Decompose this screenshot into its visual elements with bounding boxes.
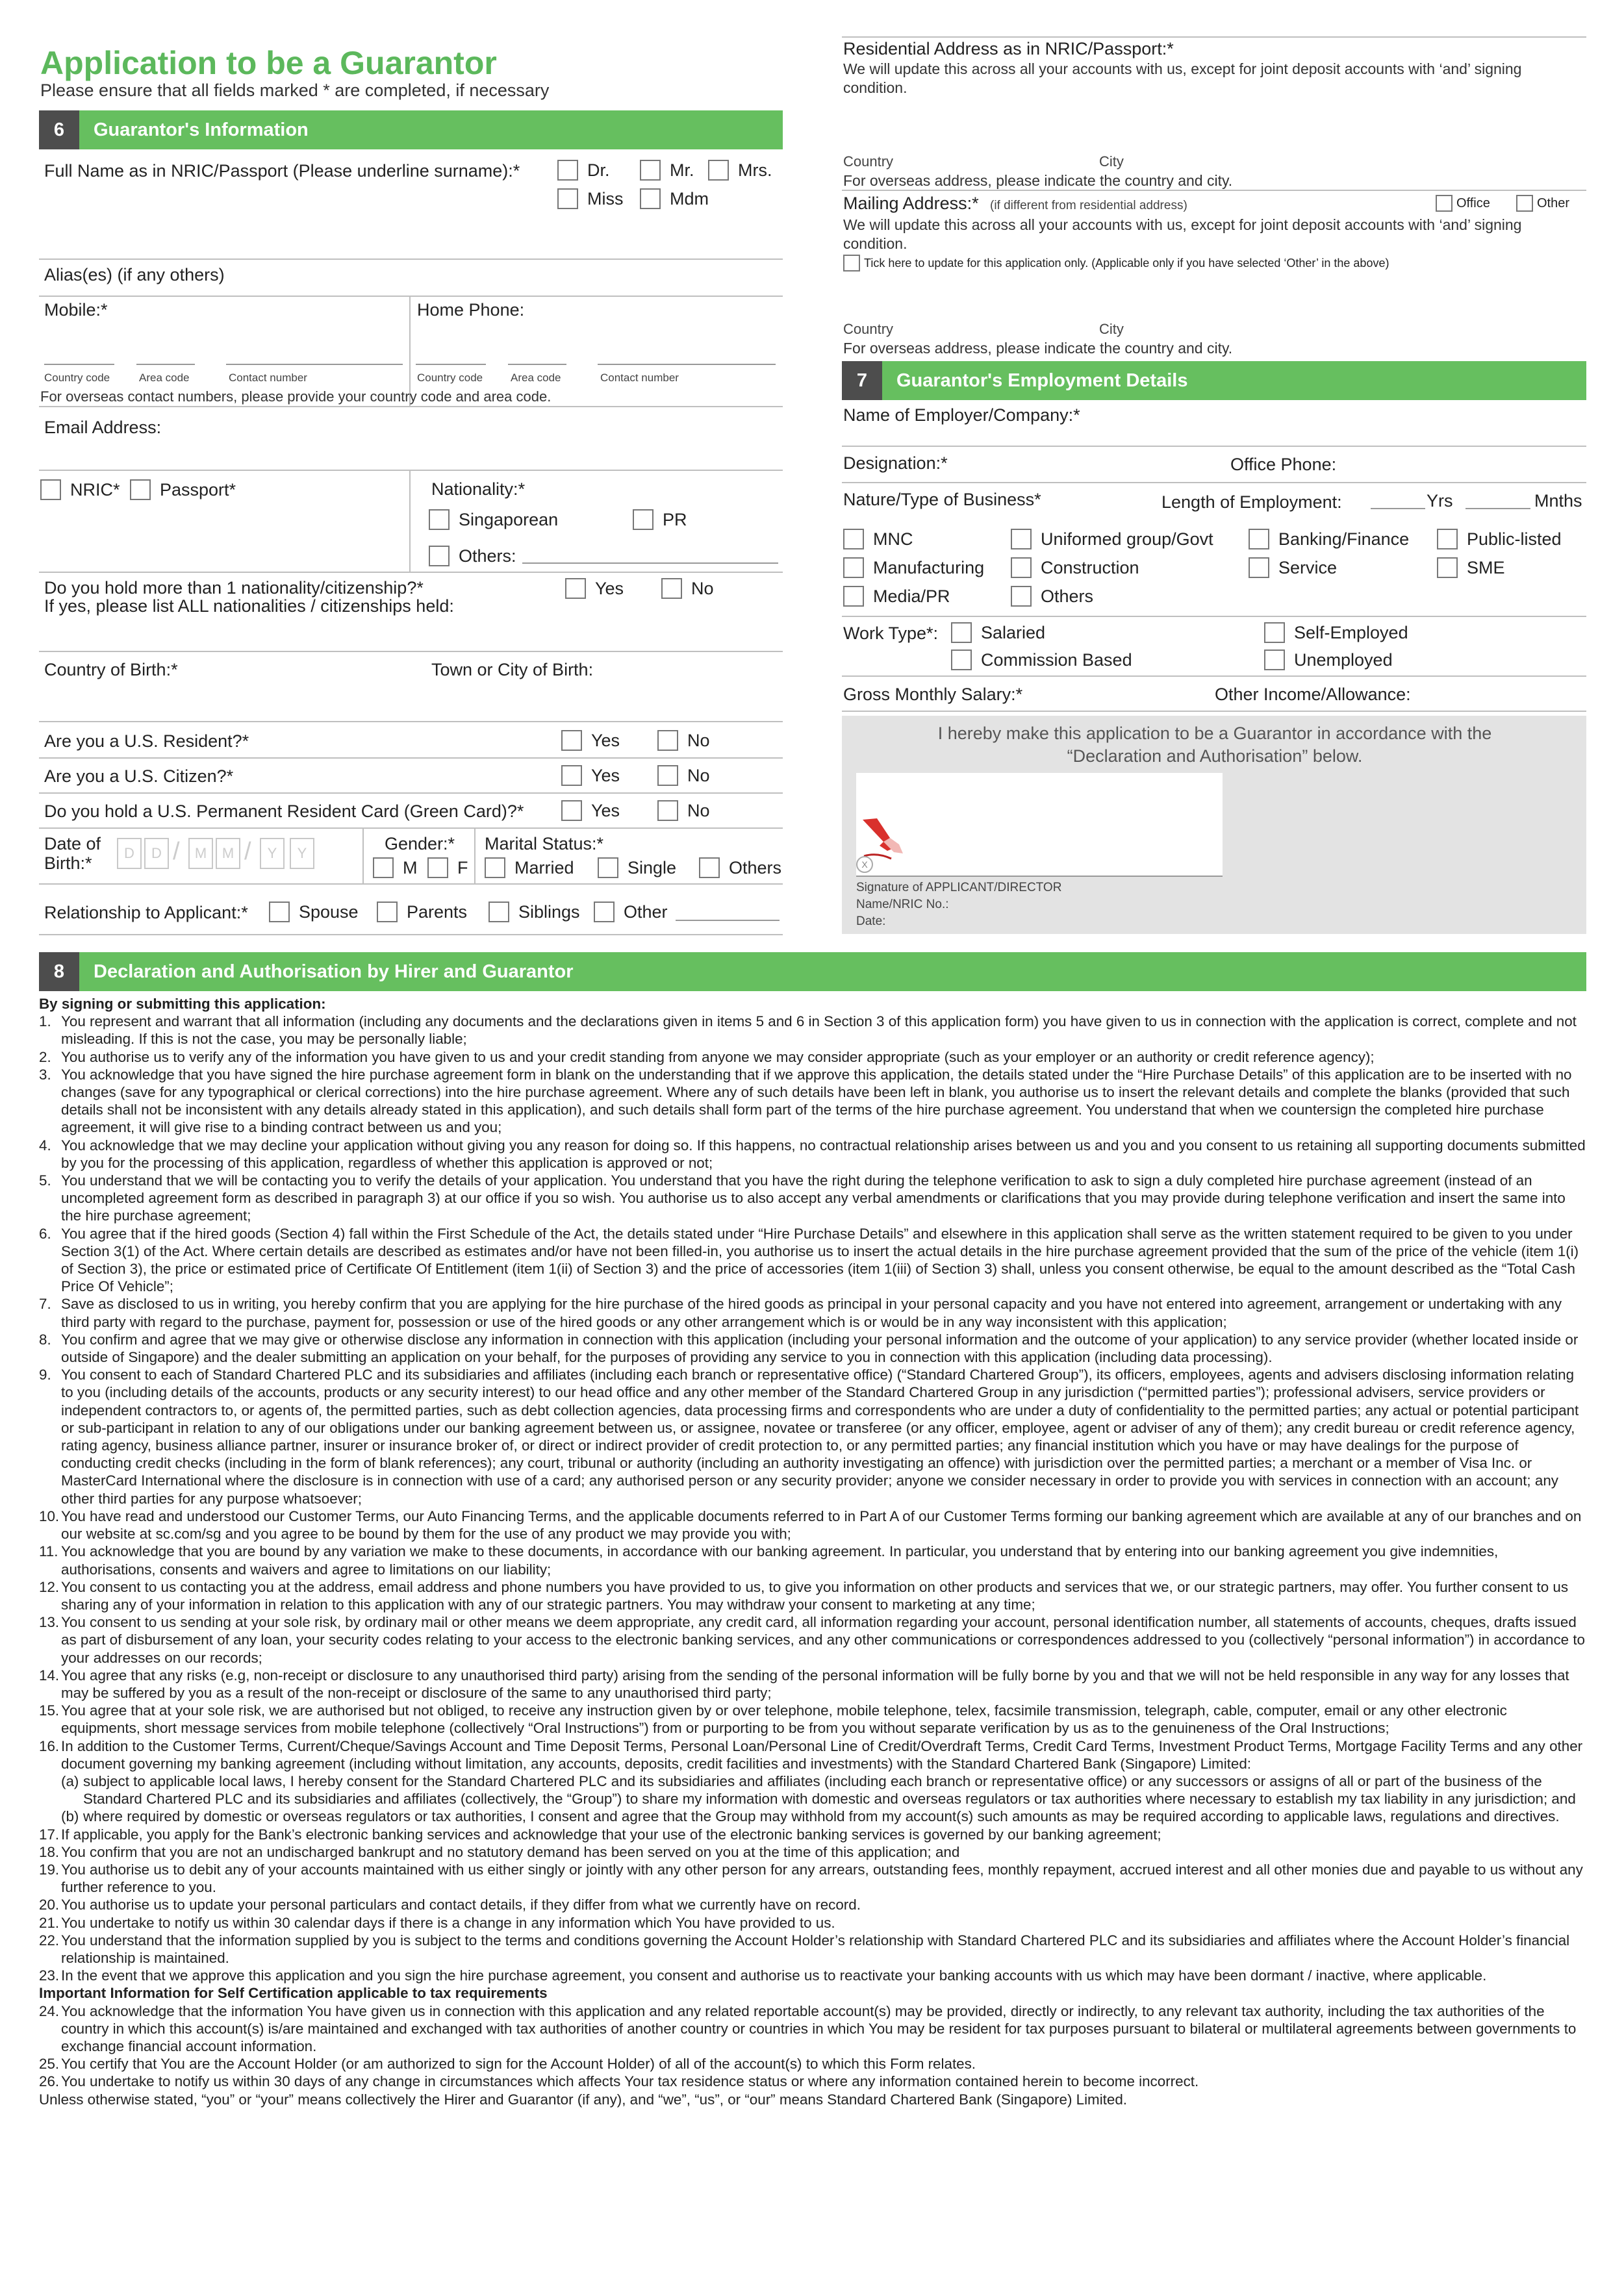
salutation-miss-checkbox[interactable]: Miss [557, 188, 624, 209]
months-label: Mnths [1534, 491, 1582, 511]
section-number: 8 [39, 952, 79, 991]
declaration-item-text: You agree that any risks (e.g, non-receipt or disclosure to any unauthorised third party) arising from the sending of the personal information will be fully borne by you and that we will not be held responsible in any way for any losses that may be suffered by you as a result of the non-receipt or disclosure of the same to any unauthorised third party; [61, 1667, 1569, 1701]
declaration-text [39, 995, 1588, 2108]
declaration-item-number: 7. [39, 1296, 51, 1313]
mobile-label: Mobile:* [44, 300, 108, 320]
declaration-item-text: You undertake to notify us within 30 days of any change in circumstances which affects Your tax residence status or where any information contained herein to become incorrect. [61, 2073, 1199, 2090]
marital-married-checkbox[interactable]: Married [485, 857, 574, 878]
declaration-item-text: You authorise us to update your personal particulars and contact details, if they differ from what we currently have on record. [61, 1897, 861, 1913]
dob-month-2[interactable]: M [216, 838, 240, 869]
salutation-dr-checkbox[interactable]: Dr. [557, 160, 610, 181]
employer-label: Name of Employer/Company:* [843, 405, 1080, 425]
page-title: Application to be a Guarantor [40, 45, 497, 81]
work-commission-checkbox[interactable]: Commission Based [951, 650, 1132, 670]
mailing-country-label: Country [843, 321, 894, 337]
mailing-address-note: We will update this across all your accounts with us, except for joint deposit accounts with ‘and’ signing condition. [843, 216, 1522, 252]
mailing-office-checkbox[interactable]: Office [1436, 195, 1490, 212]
declaration-closing: Unless otherwise stated, “you” or “your” means collectively the Hirer and Guarantor (if any), and “we”, “us”, or “our” means Standard Chartered Bank (Singapore) Limited. [39, 2091, 1128, 2108]
name-nric-label: Name/NRIC No.: [856, 898, 949, 911]
section-title: Guarantor's Information [94, 119, 309, 140]
declaration-item-text: You confirm that you are not an undischarged bankrupt and no statutory demand has been served on you at the time of this application; and [61, 1843, 960, 1860]
section-title: Declaration and Authorisation by Hirer and Guarantor [94, 961, 574, 982]
declaration-item [39, 1843, 1588, 1861]
signature-field[interactable] [856, 773, 1223, 877]
green-card-no-checkbox[interactable]: No [657, 800, 710, 821]
page-subtitle: Please ensure that all fields marked * are completed, if necessary [40, 81, 550, 100]
mailing-other-checkbox[interactable]: Other [1516, 195, 1569, 212]
relationship-parents-checkbox[interactable]: Parents [377, 902, 467, 922]
marital-others-checkbox[interactable]: Others [699, 857, 781, 878]
office-phone-label: Office Phone: [1230, 455, 1337, 474]
declaration-item [39, 1543, 1588, 1578]
nric-checkbox[interactable]: NRIC* [40, 479, 120, 500]
declaration-item-number: 4. [39, 1137, 51, 1154]
declaration-item-text: You agree that if the hired goods (Section 4) fall within the First Schedule of the Act, the details stated under “Hire Purchase Details” and elsewhere in this application shall serve as the written statement required to be given to you under Section 3(1) of the Act. Where certain details are described as estimates and/or have not been filled-in, you authorise us to insert the actual details in the hire purchase agreement provided that the sum of the price of the vehicle (item 1(i) of Section 3), the price or estimated price of Certificate Of Entitlement (item 1(ii) of Section 3) and the price of accessories (item 1(iii) of Section 3) shall, unless you consent otherwise, be equal to the amount described as the “Total Cash Price Of Vehicle”; [61, 1225, 1579, 1295]
salutation-mr-checkbox[interactable]: Mr. [640, 160, 694, 181]
gender-label: Gender:* [385, 834, 455, 853]
business-media-checkbox[interactable]: Media/PR [843, 586, 950, 607]
us-resident-question: Are you a U.S. Resident?* [44, 731, 249, 751]
declaration-item [39, 1702, 1588, 1737]
declaration-item-text: Save as disclosed to us in writing, you hereby confirm that you are applying for the hire purchase of the hired goods as principal in your personal capacity and you have not entered into agreement, arrangement or undertaking with any third party with regard to the purchase, payment for, possession or use of the hired goods or any other arrangement which is or would be in any way inconsistent with this application; [61, 1296, 1562, 1330]
work-self-employed-checkbox[interactable]: Self-Employed [1264, 622, 1408, 643]
declaration-item-text: You consent to each of Standard Chartered PLC and its subsidiaries and affiliates (including each branch or representative office) (“Standard Chartered Group”), its officers, employees, agents and advisers disclosing information relating to you (including details of the accounts, products or any security interest) to our head office and any other member of the Standard Chartered Group in any jurisdiction (“permitted parties”); professional advisers, service providers or independent contractors to, or agents of, the permitted parties, such as debt collection agencies, data processing firms and correspondents who are under a duty of confidentiality to the permitted parties; any actual or potential participant or sub-participant in relation to any of our obligations under our banking agreement between us, or assignee, novatee or transferee (or any officer, employee, agent or adviser of any of them); any credit bureau or credit reference agency, rating agency, business alliance partner, insurer or insurance broker of, or direct or indirect provider of credit protection to, or any permitted parties; any financial institution which you have or may have dealings for the purpose of conducting credit checks (including in the form of blank references); any court, tribunal or authority (including an authority investigating an offence) with jurisdiction over the permitted parties; a merchant or a member of Visa Inc. or MasterCard International where the disclosure is in connection with use of a card; any authorised person or any security provider; anyone we consider necessary in order to provide you with services in connection with an account; any other third parties for any purpose whatsoever; [61, 1367, 1579, 1507]
declaration-item-text: You authorise us to verify any of the information you have given to us and your credit standing from anyone we may consider appropriate (such as your employer or an authority or credit reference agency); [61, 1048, 1375, 1065]
section-number: 6 [39, 110, 79, 149]
dob-day-2[interactable]: D [144, 838, 169, 869]
salutation-mdm-checkbox[interactable]: Mdm [640, 188, 709, 209]
section-7-header [842, 361, 1586, 400]
declaration-item-number: 6. [39, 1225, 51, 1242]
residential-address-label: Residential Address as in NRIC/Passport:* [843, 39, 1174, 58]
declaration-item-text: You authorise us to debit any of your accounts maintained with us either singly or jointly with any other person for any arrears, outstanding fees, monthly repayment, accrued interest and all other monies due and payable to us without any further reference to you. [61, 1861, 1583, 1896]
declaration-item-text: You represent and warrant that all information (including any documents and the declarations given in items 5 and 6 in Section 3 of this application form) you have given to us in connection with the application is correct, complete and not misleading. If this is not the case, you may be personally liable; [61, 1013, 1577, 1048]
declaration-item [39, 1613, 1588, 1667]
business-uniformed-checkbox[interactable]: Uniformed group/Govt [1011, 529, 1213, 549]
marital-single-checkbox[interactable]: Single [598, 857, 676, 878]
multi-nationality-no-checkbox[interactable]: No [661, 578, 714, 599]
declaration-item [39, 1508, 1588, 1543]
section-6-header [39, 110, 783, 149]
gender-m-checkbox[interactable]: M [373, 857, 418, 878]
years-label: Yrs [1427, 491, 1453, 511]
declaration-item-number: 13. [39, 1614, 60, 1631]
declaration-item [39, 1172, 1588, 1225]
relationship-label: Relationship to Applicant:* [44, 903, 248, 922]
multi-nationality-list-label: If yes, please list ALL nationalities / citizenships held: [44, 596, 454, 616]
residential-address-note: We will update this across all your accounts with us, except for joint deposit accounts with ‘and’ signing condition. [843, 60, 1522, 96]
declaration-item-text: You understand that we will be contacting you to verify the details of your application. You understand that you have the right during the telephone verification to ask to sign a duly completed hire purchase agreement (instead of an uncompleted agreement form as described in paragraph 3) at our office if you so wish. You authorise us to also accept any verbal amendments or clarifications that you may provide during telephone verification and insert the same into the hire purchase agreement; [61, 1172, 1566, 1224]
declaration-item [39, 1737, 1588, 1772]
declaration-item-number: 9. [39, 1367, 51, 1383]
salutation-mrs-checkbox[interactable]: Mrs. [708, 160, 772, 181]
declaration-item-text: where required by domestic or overseas regulators or tax authorities, I consent and agree that the Group may withhold from my account(s) such amounts as may be required according to applicable laws, regulations and directives. [83, 1808, 1560, 1825]
declaration-item [39, 2073, 1588, 2090]
residential-city-label: City [1099, 153, 1124, 170]
nationality-label: Nationality:* [431, 479, 526, 499]
relationship-other-checkbox[interactable]: Other [594, 902, 668, 922]
dob-label-line2: Birth:* [44, 853, 92, 873]
declaration-item-number: 24. [39, 2002, 60, 2019]
marital-status-label: Marital Status:* [485, 834, 604, 853]
declaration-item-number: 16. [39, 1737, 60, 1754]
mailing-address-hint: (if different from residential address) [990, 199, 1187, 212]
declaration-item [39, 1295, 1588, 1330]
declaration-item-text: You consent to us contacting you at the address, email address and phone numbers you have provided to us, to give you information on other products and services that we, or our strategic partners, may offer. You further consent to us sharing any of your information in relation to this application with any of our strategic partners. You may withdraw your consent to marketing at any time; [61, 1578, 1569, 1613]
declaration-item [39, 1861, 1588, 1896]
dob-year-1[interactable]: Y [260, 838, 285, 869]
declaration-item-text: In the event that we approve this application and you sign the hire purchase agreement, you consent and authorise us to reactivate your banking accounts with us which may have been dormant / inactive, where applicable. [61, 1967, 1487, 1984]
multi-nationality-yes-checkbox[interactable]: Yes [565, 578, 624, 599]
overseas-contact-note: For overseas contact numbers, please provide your country code and area code. [40, 388, 552, 405]
declaration-item-number: 22. [39, 1932, 60, 1949]
declaration-item [39, 1225, 1588, 1296]
declaration-item-number: 19. [39, 1861, 60, 1878]
residential-country-label: Country [843, 153, 894, 170]
us-resident-no-checkbox[interactable]: No [657, 730, 710, 751]
declaration-lead: By signing or submitting this application: [39, 996, 326, 1012]
guarantor-statement: I hereby make this application to be a Guarantor in accordance with the “Declaration and Authorisation” below. [937, 724, 1492, 766]
declaration-item [39, 1137, 1588, 1172]
declaration-item [39, 1967, 1588, 1984]
signature-label: Signature of APPLICANT/DIRECTOR [856, 881, 1062, 894]
declaration-item-text: You certify that You are the Account Holder (or am authorized to sign for the Account Holder) of all of the account(s) to which this Form relates. [61, 2056, 976, 2073]
section-title: Guarantor's Employment Details [896, 370, 1188, 391]
designation-label: Designation:* [843, 453, 948, 473]
home-phone-label: Home Phone: [417, 300, 525, 320]
country-of-birth-label: Country of Birth:* [44, 660, 178, 679]
declaration-item-number: 21. [39, 1914, 60, 1931]
us-citizen-yes-checkbox[interactable]: Yes [561, 765, 620, 786]
declaration-item-number: 20. [39, 1897, 60, 1913]
mailing-city-label: City [1099, 321, 1124, 337]
declaration-item-text: In addition to the Customer Terms, Current/Cheque/Savings Account and Time Deposit Terms, Personal Loan/Personal Line of Credit/Overdraft Terms, Credit Card Terms, Investment Product Terms, Mortgage Facility Terms and any other document governing my banking agreement (including without limitation, any accounts, deposits, credit facilities and investments) with the Standard Chartered Bank (Singapore) Limited: [61, 1737, 1583, 1772]
declaration-item-text: You acknowledge that we may decline your application without giving you any reason for doing so. If this happens, no contractual relationship arises between us and you and you consent to us retaining all supporting documents submitted by you for the processing of this application, regardless of whether this application is approved or not; [61, 1137, 1586, 1171]
us-citizen-no-checkbox[interactable]: No [657, 765, 710, 786]
dob-year-2[interactable]: Y [290, 838, 314, 869]
business-manufacturing-checkbox[interactable]: Manufacturing [843, 557, 984, 578]
declaration-item-text: You acknowledge that the information You have given us in connection with this application and any related reportable account(s) may be provided, directly or indirectly, to any relevant tax authority, including the tax authorities of the country in which this account(s) is/are maintained and exchanged with tax authorities of another country or countries in which You may be resident for tax purposes pursuant to bilateral or multilateral agreements between governments to exchange financial account information. [61, 2002, 1577, 2054]
declaration-item [39, 1896, 1588, 1913]
dob-month-1[interactable]: M [188, 838, 213, 869]
declaration-item-number: 12. [39, 1578, 60, 1595]
business-public-listed-checkbox[interactable]: Public-listed [1437, 529, 1562, 549]
green-card-question: Do you hold a U.S. Permanent Resident Card (Green Card)?* [44, 801, 524, 821]
declaration-item [39, 2002, 1588, 2056]
declaration-item-number: 10. [39, 1508, 60, 1524]
declaration-item-text: You undertake to notify us within 30 calendar days if there is a change in any information which You have provided to us. [61, 1914, 835, 1931]
declaration-item-text: You consent to us sending at your sole risk, by ordinary mail or other means we deem appropriate, any credit card, all information regarding your account, personal identification number, all statements of accounts, cheques, drafts issued as part of disbursement of any loan, your security codes relating to your access to the electronic banking services, and any other communications or correspondences addressed to you (collectively “personal information”) in accordance to your addresses on our records; [61, 1614, 1585, 1666]
dob-day-1[interactable]: D [117, 838, 142, 869]
declaration-item [39, 1914, 1588, 1932]
declaration-item-number: 26. [39, 2073, 60, 2090]
declaration-item-number: 5. [39, 1172, 51, 1189]
dob-label-line1: Date of [44, 834, 101, 853]
declaration-item [39, 1578, 1588, 1613]
passport-checkbox[interactable]: Passport* [130, 479, 236, 500]
declaration-item-number: 23. [39, 1967, 60, 1984]
declaration-item [39, 1826, 1588, 1843]
nationality-singaporean-checkbox[interactable]: Singaporean [429, 509, 558, 530]
town-of-birth-label: Town or City of Birth: [431, 660, 594, 679]
declaration-item-text: subject to applicable local laws, I hereby consent for the Standard Chartered PLC and its subsidiaries and affiliates (including each branch or representative office) or any successors or assigns of all or part of the business of the Standard Chartered PLC and its subsidiaries and affiliates (collectively, the “Group”) to share my information with domestic and overseas regulators or tax authorities where necessary to establish my tax liability in any jurisdiction; and [83, 1772, 1576, 1808]
declaration-item-number: (b) [61, 1808, 79, 1825]
declaration-item [39, 1331, 1588, 1366]
relationship-spouse-checkbox[interactable]: Spouse [269, 902, 359, 922]
declaration-item-number: (a) [61, 1772, 79, 1789]
work-type-label: Work Type*: [843, 624, 939, 643]
gross-salary-label: Gross Monthly Salary:* [843, 685, 1023, 704]
email-label: Email Address: [44, 418, 162, 437]
mailing-address-label: Mailing Address:* [843, 194, 979, 213]
full-name-label: Full Name as in NRIC/Passport (Please underline surname):* [44, 161, 520, 181]
residential-overseas-note: For overseas address, please indicate the country and city. [843, 172, 1233, 189]
relationship-siblings-checkbox[interactable]: Siblings [488, 902, 580, 922]
multi-nationality-question: Do you hold more than 1 nationality/citizenship?* [44, 578, 424, 598]
business-construction-checkbox[interactable]: Construction [1011, 557, 1139, 578]
declaration-item-number: 11. [39, 1543, 58, 1560]
declaration-item-number: 2. [39, 1048, 51, 1065]
signature-x-marker: X [856, 856, 873, 873]
business-others-checkbox[interactable]: Others [1011, 586, 1093, 607]
mailing-overseas-note: For overseas address, please indicate the country and city. [843, 340, 1233, 357]
declaration-item [39, 1772, 1588, 1808]
declaration-item-text: If applicable, you apply for the Bank’s electronic banking services and acknowledge that your use of the electronic banking services is governed by our banking agreement; [61, 1826, 1161, 1843]
declaration-item-number: 18. [39, 1843, 60, 1860]
declaration-item-text: You agree that at your sole risk, we are authorised but not obliged, to receive any instruction given by or over telephone, mobile telephone, telex, facsimile transmission, telegraph, cable, computer, email or any other electronic equipments, short message services from mobile telephone (collectively “Oral Instructions”) from or purporting to be from you without separate verification by us as to the genuineness of the Oral Instructions; [61, 1702, 1507, 1737]
declaration-item [39, 1667, 1588, 1702]
green-card-yes-checkbox[interactable]: Yes [561, 800, 620, 821]
declaration-item-number: 14. [39, 1667, 60, 1684]
declaration-item-number: 25. [39, 2056, 60, 2073]
date-label: Date: [856, 915, 886, 928]
declaration-item [39, 2055, 1588, 2073]
gender-f-checkbox[interactable]: F [427, 857, 468, 878]
declaration-item-number: 8. [39, 1331, 51, 1348]
nature-of-business-label: Nature/Type of Business* [843, 490, 1041, 509]
section-8-header [39, 952, 1586, 991]
declaration-item [39, 1048, 1588, 1066]
other-income-label: Other Income/Allowance: [1215, 685, 1411, 704]
declaration-item-text: You acknowledge that you have signed the hire purchase agreement form in blank on the understanding that if we approve this application, the details stated under the “Hire Purchase Details” of this application are to be inserted with no changes (save for any typographical or clerical corrections) into the hire purchase agreement. Where any of such details have been left in blank, you authorise us to insert the relevant details and complete the blanks (provided that such details shall not be inconsistent with any details already stated in this application), and such details shall form part of the terms of the hire purchase agreement. You understand that when we countersign the completed hire purchase agreement, it will give rise to a binding contract between us and you; [61, 1066, 1572, 1136]
declaration-item [39, 1066, 1588, 1137]
alias-label: Alias(es) (if any others) [44, 265, 225, 284]
business-service-checkbox[interactable]: Service [1249, 557, 1337, 578]
work-salaried-checkbox[interactable]: Salaried [951, 622, 1045, 643]
declaration-item-number: 17. [39, 1826, 60, 1843]
this-application-only-checkbox[interactable]: Tick here to update for this application only. (Applicable only if you have selected ‘Other’ in the above) [843, 255, 1389, 271]
declaration-item-text: You acknowledge that you are bound by any variation we make to these documents, in accordance with our banking agreement. In particular, you understand that by entering into our banking agreement you give indemnities, authorisations, consents and waivers and agree to limitations on our liability; [61, 1543, 1499, 1578]
declaration-item-text: You have read and understood our Customer Terms, our Auto Financing Terms, and the applicable documents referred to in Part A of our Customer Terms forming our banking agreement which are available at any of our branches and on our website at sc.com/sg and you agree to be bound by them for the use of any product we may provide you with; [61, 1508, 1582, 1543]
business-sme-checkbox[interactable]: SME [1437, 557, 1505, 578]
declaration-item-number: 1. [39, 1013, 51, 1030]
business-banking-checkbox[interactable]: Banking/Finance [1249, 529, 1409, 549]
declaration-item [39, 1808, 1588, 1825]
length-of-employment-label: Length of Employment: [1161, 492, 1342, 512]
us-citizen-question: Are you a U.S. Citizen?* [44, 766, 234, 786]
declaration-item-number: 3. [39, 1066, 51, 1083]
us-resident-yes-checkbox[interactable]: Yes [561, 730, 620, 751]
section-number: 7 [842, 361, 882, 400]
declaration-item [39, 1013, 1588, 1048]
declaration-item-number: 15. [39, 1702, 60, 1719]
tax-heading: Important Information for Self Certification applicable to tax requirements [39, 1985, 548, 2002]
work-unemployed-checkbox[interactable]: Unemployed [1264, 650, 1393, 670]
declaration-item-text: You confirm and agree that we may give or otherwise disclose any information in connection with this application (including your personal information and the outcome of your application) to any service provider (whether located inside or outside of Singapore) and the dealer submitting an application on your behalf, for the purposes of providing any service to you in connection with this application (including data processing). [61, 1331, 1579, 1366]
nationality-pr-checkbox[interactable]: PR [633, 509, 687, 530]
declaration-item-text: You understand that the information supplied by you is subject to the terms and conditions governing the Account Holder’s relationship with Standard Chartered PLC and its subsidiaries and affiliates where the Account Holder’s financial relationship is maintained. [61, 1932, 1570, 1966]
declaration-item [39, 1366, 1588, 1508]
nationality-others-checkbox[interactable]: Others: [429, 546, 516, 566]
declaration-item [39, 1932, 1588, 1967]
business-mnc-checkbox[interactable]: MNC [843, 529, 913, 549]
